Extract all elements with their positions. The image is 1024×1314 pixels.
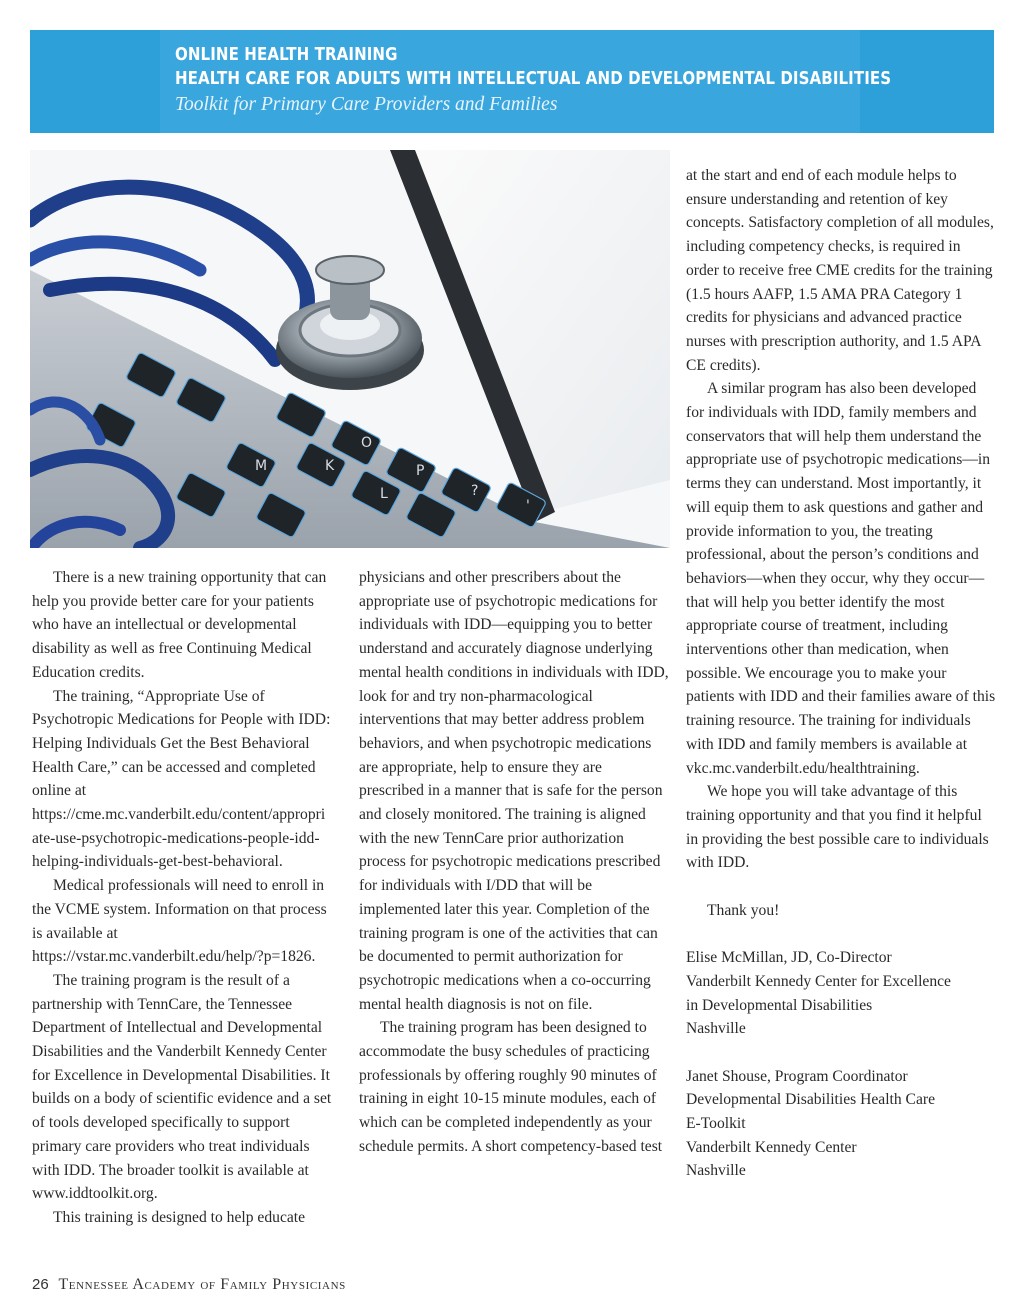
article-column-1 <box>32 566 332 1230</box>
signature-line: Nashville <box>686 1020 746 1038</box>
paragraph: A similar program has also been developed for individuals with IDD, family members and conservators that will help them understand the appropriate use of psychotropic medications—in terms they can understand. Most importantly, it will equip them to ask questions and gather and provide information to you, the treating professional, about the person’s conditions and behaviors—when they occur, why they occur—that will help you better identify the most appropriate course of treatment, including interventions other than medication, when possible. We encourage you to make your patients with IDD and their families aware of this training resource. The training for individuals with IDD and family members is available at vkc.mc.vanderbilt.edu/healthtraining. <box>686 380 996 777</box>
signature-line: Developmental Disabilities Health Care <box>686 1091 935 1109</box>
key-k: K <box>325 458 335 474</box>
page-number: 26 <box>32 1276 49 1293</box>
header-banner <box>30 30 994 133</box>
paragraph: The training program has been designed to accommodate the busy schedules of practicing professionals by offering roughly 90 minutes of training in eight 10-15 minute modules, each of which can be completed independently as your schedule permits. A short competency-based test <box>359 1019 663 1155</box>
banner-tagline: Toolkit for Primary Care Providers and Families <box>175 94 558 115</box>
signature-block-2 <box>686 1065 996 1184</box>
closing-thanks: Thank you! <box>707 901 780 919</box>
key-m: M <box>255 458 268 474</box>
key-apostrophe: ' <box>526 498 530 514</box>
key-question: ? <box>471 483 479 499</box>
signature-line: Vanderbilt Kennedy Center for Excellence <box>686 972 951 990</box>
page-footer <box>32 1276 346 1294</box>
publication-name: Tennessee Academy of Family Physicians <box>58 1276 346 1293</box>
signature-line: Vanderbilt Kennedy Center <box>686 1138 857 1156</box>
key-p: P <box>416 463 425 479</box>
signature-line: in Developmental Disabilities <box>686 996 873 1014</box>
paragraph: The training, “Appropriate Use of Psychotropic Medications for People with IDD: Helping Individuals Get the Best Behavioral Health Care,” can be accessed and completed online at https://cme.mc.vanderbilt.edu/content/appropriate-use-psychotropic-medications-people-idd-helping-individuals-get-best-behavioral. <box>32 687 331 871</box>
stethoscope-laptop-photo <box>30 150 670 548</box>
banner-title: ONLINE HEALTH TRAINING <box>175 45 398 65</box>
signature-line: Elise McMillan, JD, Co-Director <box>686 949 892 967</box>
paragraph: physicians and other prescribers about the appropriate use of psychotropic medications for individuals with IDD—equipping you to better understand and accurately diagnose underlying mental health conditions in individuals with IDD, look for and try non-pharmacological interventions that may better address problem behaviors, and when psychotropic medications are appropriate, help to ensure they are prescribed in a manner that is safe for the person and closely monitored. The training is aligned with the new TennCare prior authorization process for psychotropic medications prescribed for individuals with I/DD that will be implemented later this year. Completion of the training program is one of the activities that can be documented to permit authorization for psychotropic medications when a co-occurring mental health diagnosis is not on file. <box>359 569 669 1013</box>
paragraph: at the start and end of each module helps to ensure understanding and retention of key concepts. Satisfactory completion of all modules, including competency checks, is required in order to receive free CME credits for the training (1.5 hours AAFP, 1.5 AMA PRA Category 1 credits for physicians and advanced practice nurses with prescription authority, and 1.5 APA CE credits). <box>686 167 994 374</box>
paragraph: This training is designed to help educate <box>53 1208 306 1226</box>
banner-subtitle: HEALTH CARE FOR ADULTS WITH INTELLECTUAL AND DEVELOPMENTAL DISABILITIES <box>175 69 892 89</box>
paragraph: Medical professionals will need to enroll in the VCME system. Information on that process is available at https://vstar.mc.vanderbilt.edu/help/?p=1826. <box>32 877 327 966</box>
signature-block-1 <box>686 946 996 1041</box>
signature-line: Nashville <box>686 1162 746 1180</box>
key-l: L <box>380 486 388 502</box>
article-column-3 <box>686 164 996 1183</box>
paragraph: There is a new training opportunity that can help you provide better care for your patients who have an intellectual or developmental disability as well as free Continuing Medical Education credits. <box>32 569 327 681</box>
article-column-2 <box>359 566 669 1159</box>
photo-illustration <box>30 150 670 548</box>
signature-line: E-Toolkit <box>686 1115 746 1133</box>
key-o: O <box>361 435 373 451</box>
paragraph: We hope you will take advantage of this training opportunity and that you find it helpful in providing the best possible care to individuals with IDD. <box>686 783 989 872</box>
paragraph: The training program is the result of a partnership with TennCare, the Tennessee Department of Intellectual and Developmental Disabilities and the Vanderbilt Kennedy Center for Excellence in Developmental Disabilities. It builds on a body of scientific evidence and a set of tools developed specifically to support primary care providers who treat individuals with IDD. The broader toolkit is available at www.iddtoolkit.org. <box>32 971 332 1203</box>
signature-line: Janet Shouse, Program Coordinator <box>686 1067 908 1085</box>
banner-text <box>175 43 994 118</box>
